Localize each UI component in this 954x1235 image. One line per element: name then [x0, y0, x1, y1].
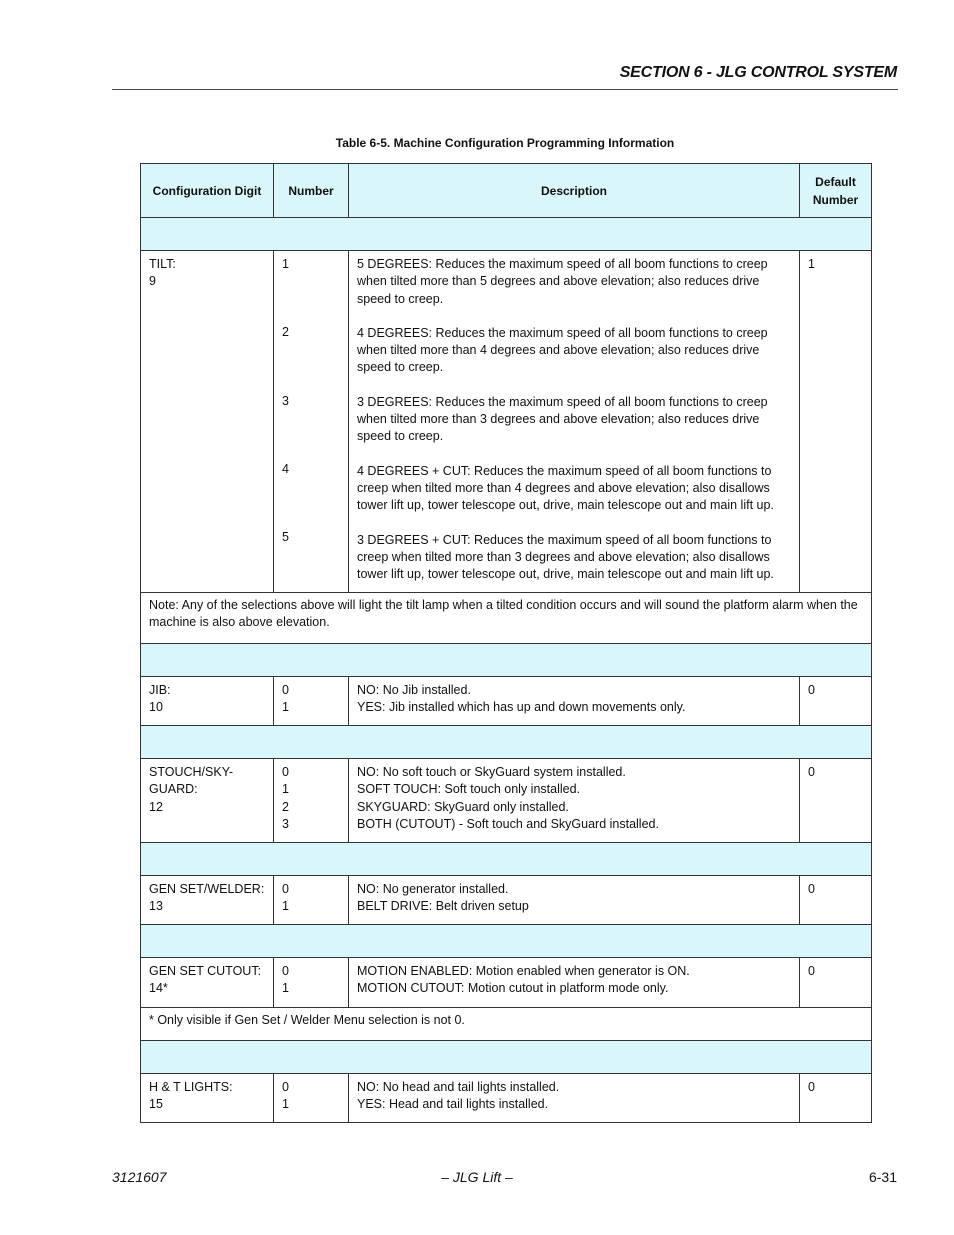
separator-band — [141, 218, 872, 251]
gencutout-description-1: MOTION CUTOUT: Motion cutout in platform mode only. — [357, 981, 669, 996]
table-row-gencutout — [141, 958, 872, 1008]
separator-band — [141, 726, 872, 759]
lights-number-1: 1 — [282, 1097, 289, 1112]
header-description: Description — [349, 164, 800, 218]
tilt-note: Note: Any of the selections above will light the tilt lamp when a tilted condition occurs and will sound the platform alarm when the machine is also above elevation. — [149, 598, 858, 630]
lights-name: H & T LIGHTS: — [149, 1080, 233, 1094]
stouch-name-line1: STOUCH/SKY- — [149, 765, 234, 779]
footer-page-number: 6-31 — [868, 1169, 897, 1185]
tilt-number-2: 2 — [282, 325, 289, 340]
tilt-description-2: 4 DEGREES: Reduces the maximum speed of all boom functions to creep when tilted more than 4 degrees and above elevation; also reduces drive speed to creep. — [357, 325, 768, 375]
header-config-digit: Configuration Digit — [141, 164, 274, 218]
genset-default: 0 — [808, 882, 815, 896]
tilt-description-1: 5 DEGREES: Reduces the maximum speed of all boom functions to creep when tilted more than 5 degrees and above elevation; also reduces drive speed to creep. — [357, 257, 768, 306]
lights-description-1: YES: Head and tail lights installed. — [357, 1097, 549, 1112]
stouch-default: 0 — [808, 765, 815, 779]
stouch-number-3: 3 — [282, 816, 289, 831]
jib-description-1: YES: Jib installed which has up and down movements only. — [357, 700, 686, 715]
gencutout-name: GEN SET CUTOUT: — [149, 964, 262, 978]
header-default-line1: Default — [815, 174, 856, 189]
table-row-tilt-note — [141, 593, 872, 644]
tilt-name: TILT: — [149, 257, 176, 271]
stouch-digit: 12 — [149, 799, 163, 814]
lights-digit: 15 — [149, 1097, 163, 1112]
stouch-description-0: NO: No soft touch or SkyGuard system installed. — [357, 765, 626, 779]
header-default-number — [800, 164, 872, 218]
stouch-number-2: 2 — [282, 799, 289, 814]
genset-description-1: BELT DRIVE: Belt driven setup — [357, 899, 529, 914]
gencutout-number-0: 0 — [282, 964, 289, 978]
table-row-jib — [141, 677, 872, 726]
separator-band — [141, 644, 872, 677]
lights-number-0: 0 — [282, 1080, 289, 1094]
table-row-lights — [141, 1074, 872, 1123]
jib-name: JIB: — [149, 683, 171, 697]
jib-digit: 10 — [149, 700, 163, 715]
tilt-description-3: 3 DEGREES: Reduces the maximum speed of all boom functions to creep when tilted more than 3 degrees and above elevation; also reduces drive speed to creep. — [357, 394, 768, 444]
separator-band — [141, 1041, 872, 1074]
genset-digit: 13 — [149, 899, 163, 914]
separator-band — [141, 843, 872, 876]
stouch-number-0: 0 — [282, 765, 289, 779]
separator-band — [141, 925, 872, 958]
stouch-description-2: SKYGUARD: SkyGuard only installed. — [357, 799, 569, 814]
jib-default: 0 — [808, 683, 815, 697]
header-default-line2: Number — [812, 192, 859, 207]
jib-description-0: NO: No Jib installed. — [357, 683, 471, 697]
stouch-description-1: SOFT TOUCH: Soft touch only installed. — [357, 782, 581, 797]
section-title: SECTION 6 - JLG CONTROL SYSTEM — [619, 64, 897, 81]
stouch-description-3: BOTH (CUTOUT) - Soft touch and SkyGuard installed. — [357, 816, 659, 831]
jib-number-1: 1 — [282, 700, 289, 715]
footer-center: – JLG Lift – — [441, 1169, 513, 1185]
tilt-description-5: 3 DEGREES + CUT: Reduces the maximum speed of all boom functions to creep when tilted more than 3 degrees and above elevation; also disallows tower lift up, tower telescope out, drive, main telescope out and main lift up. — [357, 532, 774, 582]
genset-number-0: 0 — [282, 882, 289, 896]
tilt-number-5: 5 — [282, 530, 289, 545]
table-row-genset — [141, 876, 872, 925]
stouch-number-1: 1 — [282, 782, 289, 797]
lights-default: 0 — [808, 1080, 815, 1094]
lights-description-0: NO: No head and tail lights installed. — [357, 1080, 560, 1094]
gencutout-note: * Only visible if Gen Set / Welder Menu selection is not 0. — [149, 1013, 465, 1027]
genset-number-1: 1 — [282, 899, 289, 914]
gencutout-description-0: MOTION ENABLED: Motion enabled when generator is ON. — [357, 964, 690, 978]
footer-doc-number: 3121607 — [112, 1169, 167, 1185]
table-caption: Table 6-5. Machine Configuration Programming Information — [335, 136, 675, 150]
tilt-default: 1 — [808, 257, 815, 271]
table-row-gencutout-note — [141, 1008, 872, 1041]
gencutout-default: 0 — [808, 964, 815, 978]
table-row-stouch — [141, 759, 872, 843]
configuration-table — [140, 163, 872, 1123]
tilt-number-4: 4 — [282, 461, 289, 476]
header-number: Number — [274, 164, 349, 218]
tilt-description-4: 4 DEGREES + CUT: Reduces the maximum speed of all boom functions to creep when tilted more than 4 degrees and above elevation; also disallows tower lift up, tower telescope out, drive, main telescope out and main lift up. — [357, 463, 774, 513]
stouch-name-line2: GUARD: — [149, 782, 198, 797]
tilt-digit: 9 — [149, 274, 156, 289]
gencutout-digit: 14* — [149, 981, 168, 996]
table-row-tilt — [141, 251, 872, 593]
header-rule — [112, 89, 898, 90]
tilt-number-1: 1 — [282, 257, 289, 271]
genset-description-0: NO: No generator installed. — [357, 882, 509, 896]
gencutout-number-1: 1 — [282, 981, 289, 996]
table-header-row — [141, 164, 872, 218]
genset-name: GEN SET/WELDER: — [149, 882, 265, 896]
jib-number-0: 0 — [282, 683, 289, 697]
tilt-number-3: 3 — [282, 393, 289, 408]
